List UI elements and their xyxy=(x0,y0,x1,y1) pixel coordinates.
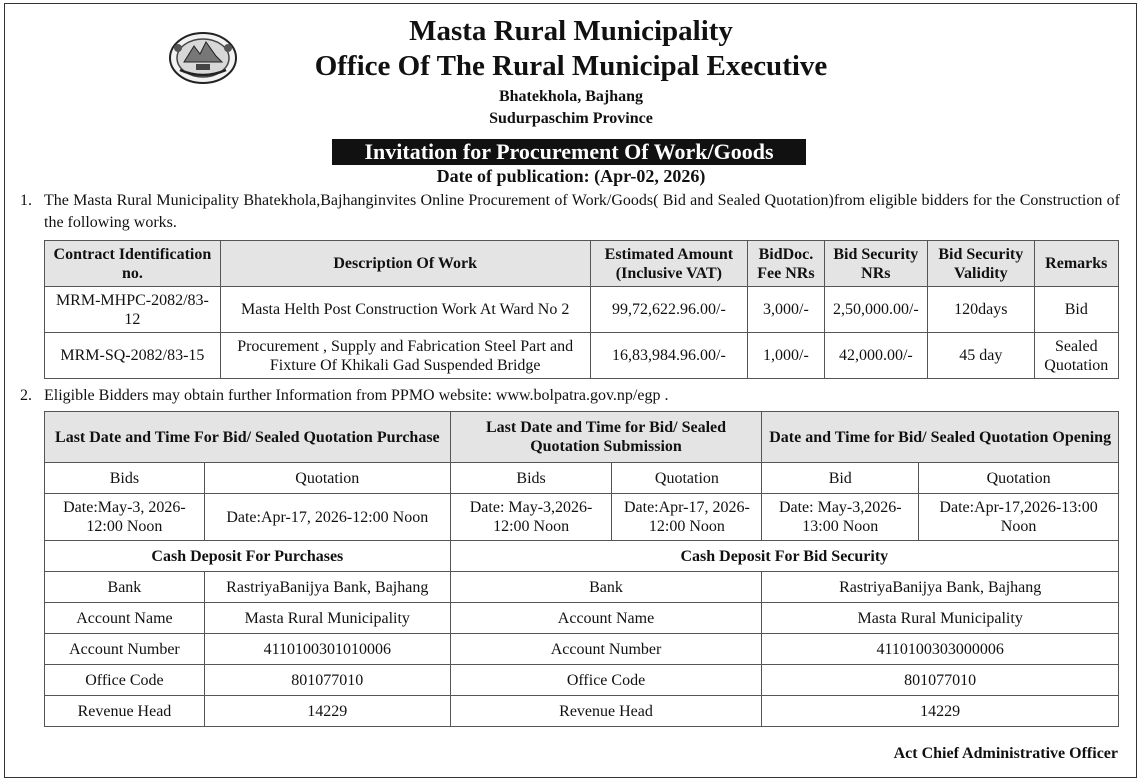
cell-security: 2,50,000.00/- xyxy=(824,287,927,333)
value-revenue-head: 14229 xyxy=(762,696,1119,727)
col-header-description: Description Of Work xyxy=(220,241,590,287)
value-office-code: 801077010 xyxy=(762,665,1119,696)
col-header-security: Bid Security NRs xyxy=(824,241,927,287)
label-account-number: Account Number xyxy=(45,634,205,665)
cash-deposit-title-row xyxy=(45,541,1119,572)
col-header-validity: Bid Security Validity xyxy=(928,241,1034,287)
label-revenue-head: Revenue Head xyxy=(45,696,205,727)
cell-description: Procurement , Supply and Fabrication Steel Part and Fixture Of Khikali Gad Suspended Bridge xyxy=(220,333,590,379)
label-office-code: Office Code xyxy=(45,665,205,696)
table-header-row xyxy=(45,241,1119,287)
table-row xyxy=(45,333,1119,379)
table-row xyxy=(45,634,1119,665)
label-account-name: Account Name xyxy=(45,603,205,634)
label-account-name: Account Name xyxy=(450,603,762,634)
label-account-number: Account Number xyxy=(450,634,762,665)
label-office-code: Office Code xyxy=(450,665,762,696)
table-row xyxy=(45,287,1119,333)
sub-header-submission-quotation: Quotation xyxy=(612,463,762,494)
table-row xyxy=(45,603,1119,634)
date-submission-quotation: Date:Apr-17, 2026-12:00 Noon xyxy=(612,494,762,541)
value-account-number: 4110100303000006 xyxy=(762,634,1119,665)
value-account-name: Masta Rural Municipality xyxy=(204,603,450,634)
sub-header-opening-quotation: Quotation xyxy=(919,463,1119,494)
signatory-title: Act Chief Administrative Officer xyxy=(893,745,1118,762)
cell-remarks: Bid xyxy=(1034,287,1118,333)
label-bank: Bank xyxy=(450,572,762,603)
publication-date: Date of publication: (Apr-02, 2026) xyxy=(436,166,706,186)
cell-amount: 99,72,622.96.00/- xyxy=(590,287,748,333)
sub-header-purchase-bids: Bids xyxy=(45,463,205,494)
paragraph-number: 1. xyxy=(20,192,32,209)
address-line-1: Bhatekhola, Bajhang xyxy=(498,88,644,105)
col-header-amount: Estimated Amount (Inclusive VAT) xyxy=(590,241,748,287)
table-row xyxy=(45,572,1119,603)
date-opening-bid: Date: May-3,2026-13:00 Noon xyxy=(762,494,919,541)
cell-validity: 120days xyxy=(928,287,1034,333)
table-row xyxy=(45,696,1119,727)
col-header-contract-id: Contract Identification no. xyxy=(45,241,221,287)
value-revenue-head: 14229 xyxy=(204,696,450,727)
cash-deposit-purchases-title: Cash Deposit For Purchases xyxy=(45,541,451,572)
office-name: Office Of The Rural Municipal Executive xyxy=(314,50,828,82)
date-purchase-quotation: Date:Apr-17, 2026-12:00 Noon xyxy=(204,494,450,541)
cell-fee: 1,000/- xyxy=(748,333,824,379)
cell-contract-id: MRM-SQ-2082/83-15 xyxy=(45,333,221,379)
header-submission-deadline: Last Date and Time for Bid/ Sealed Quotation Submission xyxy=(450,412,762,463)
value-bank: RastriyaBanijya Bank, Bajhang xyxy=(762,572,1119,603)
value-account-number: 4110100301010006 xyxy=(204,634,450,665)
org-name: Masta Rural Municipality xyxy=(409,15,733,47)
paragraph-number: 2. xyxy=(20,387,32,404)
date-submission-bids: Date: May-3,2026-12:00 Noon xyxy=(450,494,612,541)
paragraph-1 xyxy=(20,190,1120,236)
schedule-group-header-row xyxy=(45,412,1119,463)
schedule-sub-header-row xyxy=(45,463,1119,494)
works-table xyxy=(44,240,1119,379)
header-purchase-deadline: Last Date and Time For Bid/ Sealed Quotation Purchase xyxy=(45,412,451,463)
col-header-fee: BidDoc. Fee NRs xyxy=(748,241,824,287)
cell-security: 42,000.00/- xyxy=(824,333,927,379)
cell-fee: 3,000/- xyxy=(748,287,824,333)
cell-description: Masta Helth Post Construction Work At Ward No 2 xyxy=(220,287,590,333)
sub-header-submission-bids: Bids xyxy=(450,463,612,494)
table-row xyxy=(45,665,1119,696)
label-revenue-head: Revenue Head xyxy=(450,696,762,727)
sub-header-opening-bid: Bid xyxy=(762,463,919,494)
paragraph-2 xyxy=(20,385,1120,407)
address-line-2: Sudurpaschim Province xyxy=(489,110,653,127)
cash-deposit-security-title: Cash Deposit For Bid Security xyxy=(450,541,1118,572)
value-bank: RastriyaBanijya Bank, Bajhang xyxy=(204,572,450,603)
value-office-code: 801077010 xyxy=(204,665,450,696)
cell-remarks: Sealed Quotation xyxy=(1034,333,1118,379)
paragraph-text: The Masta Rural Municipality Bhatekhola,Bajhanginvites Online Procurement of Work/Goods( Bid and Sealed Quotation)from eligible bidders for the Construction of the following works. xyxy=(44,192,1120,231)
paragraph-text: Eligible Bidders may obtain further Information from PPMO website: www.bolpatra.gov.np/egp . xyxy=(44,387,669,404)
col-header-remarks: Remarks xyxy=(1034,241,1118,287)
schedule-dates-row xyxy=(45,494,1119,541)
schedule-table xyxy=(44,411,1119,727)
cell-amount: 16,83,984.96.00/- xyxy=(590,333,748,379)
date-purchase-bids: Date:May-3, 2026-12:00 Noon xyxy=(45,494,205,541)
label-bank: Bank xyxy=(45,572,205,603)
notice-title-banner: Invitation for Procurement Of Work/Goods xyxy=(332,139,806,165)
value-account-name: Masta Rural Municipality xyxy=(762,603,1119,634)
cell-validity: 45 day xyxy=(928,333,1034,379)
header-opening-date: Date and Time for Bid/ Sealed Quotation Opening xyxy=(762,412,1119,463)
sub-header-purchase-quotation: Quotation xyxy=(204,463,450,494)
cell-contract-id: MRM-MHPC-2082/83-12 xyxy=(45,287,221,333)
date-opening-quotation: Date:Apr-17,2026-13:00 Noon xyxy=(919,494,1119,541)
